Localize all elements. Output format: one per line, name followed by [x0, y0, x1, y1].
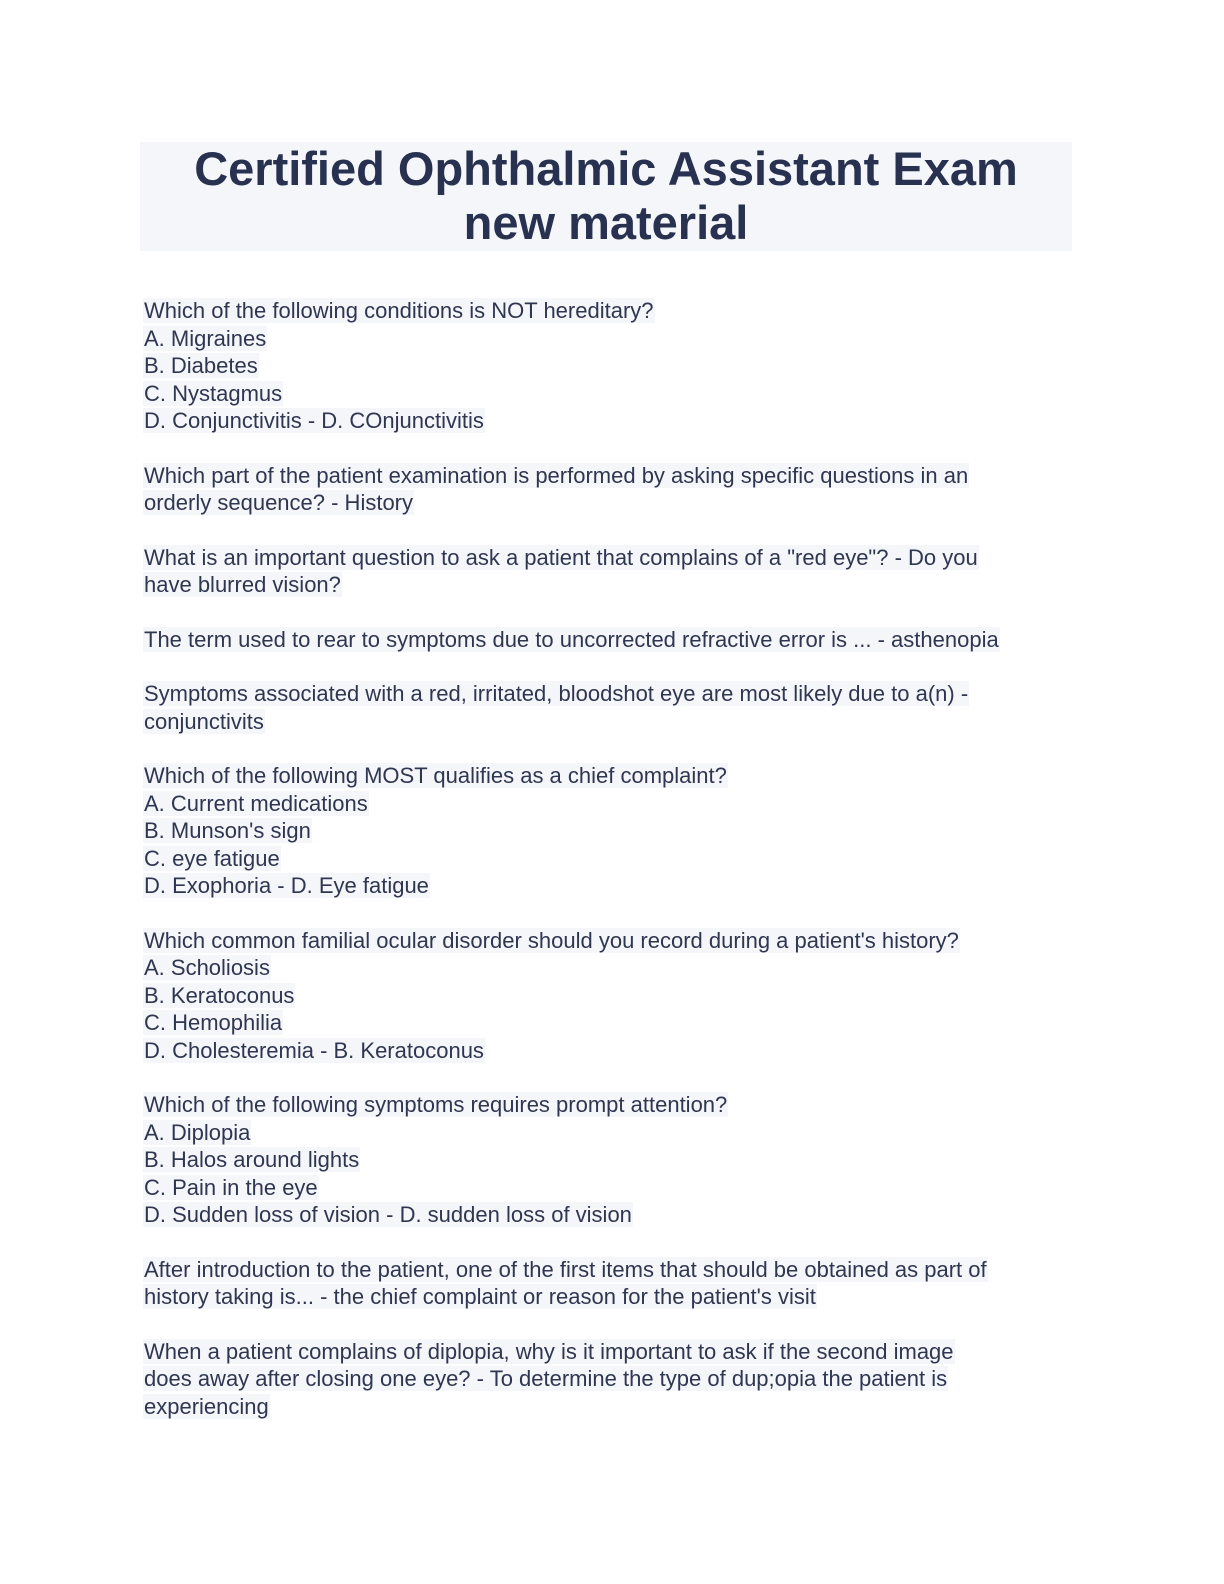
line-text: B. Diabetes: [144, 353, 258, 378]
line-text: Which of the following conditions is NOT hereditary?: [144, 298, 654, 323]
line-text: When a patient complains of diplopia, why is it important to ask if the second image: [144, 1338, 954, 1364]
question-text: [143, 680, 1073, 708]
answer-line: [143, 1201, 1073, 1229]
question-block: [143, 927, 1073, 1065]
line-text: C. eye fatigue: [144, 845, 280, 871]
answer-line: [143, 872, 1073, 900]
answer-line: [143, 1146, 1073, 1174]
question-text: [143, 762, 1073, 790]
question-block: [143, 544, 1073, 599]
line-text: Which part of the patient examination is performed by asking specific questions in an: [144, 462, 969, 488]
line-text: does away after closing one eye? - To determine the type of dup;opia the patient is: [144, 1366, 948, 1391]
line-text: D. Conjunctivitis - D. COnjunctivitis: [144, 408, 484, 433]
answer-line: [143, 845, 1073, 873]
line-text: After introduction to the patient, one of the first items that should be obtained as part of: [144, 1256, 987, 1282]
answer-line: [143, 954, 1073, 982]
answer-line: [143, 1283, 1073, 1311]
line-text: A. Diplopia: [144, 1119, 251, 1145]
answer-line: [143, 1393, 1073, 1421]
question-block: [143, 1256, 1073, 1311]
line-text: A. Scholiosis: [144, 955, 270, 980]
question-text: [143, 1338, 1073, 1366]
question-text: [143, 1256, 1073, 1284]
line-text: D. Sudden loss of vision - D. sudden loss of vision: [144, 1202, 632, 1227]
answer-line: [143, 352, 1073, 380]
question-text: [143, 544, 1073, 572]
line-text: experiencing: [144, 1393, 269, 1419]
line-text: C. Hemophilia: [144, 1010, 283, 1035]
line-text: have blurred vision?: [144, 572, 341, 597]
answer-line: [143, 1365, 1073, 1393]
answer-line: [143, 407, 1073, 435]
question-block: [143, 626, 1073, 654]
answer-line: [143, 790, 1073, 818]
line-text: D. Cholesteremia - B. Keratoconus: [144, 1037, 484, 1063]
line-text: history taking is... - the chief complaint or reason for the patient's visit: [144, 1284, 816, 1309]
title-line-1: Certified Ophthalmic Assistant Exam: [194, 142, 1018, 195]
answer-line: [143, 380, 1073, 408]
line-text: A. Current medications: [144, 790, 368, 816]
answer-line: [143, 489, 1073, 517]
line-text: The term used to rear to symptoms due to uncorrected refractive error is ... - asthenopia: [144, 626, 999, 652]
answer-line: [143, 325, 1073, 353]
question-text: [143, 626, 1073, 654]
line-text: B. Keratoconus: [144, 982, 295, 1008]
line-text: B. Halos around lights: [144, 1147, 360, 1172]
question-block: [143, 462, 1073, 517]
line-text: C. Pain in the eye: [144, 1174, 318, 1200]
question-block: [143, 762, 1073, 900]
question-block: [143, 1091, 1073, 1229]
line-text: conjunctivits: [144, 708, 264, 734]
line-text: Which of the following symptoms requires prompt attention?: [144, 1092, 728, 1117]
line-text: D. Exophoria - D. Eye fatigue: [144, 873, 429, 898]
title-line-2: new material: [463, 196, 749, 249]
document-title: [140, 142, 1072, 251]
line-text: Which of the following MOST qualifies as a chief complaint?: [144, 763, 727, 788]
line-text: B. Munson's sign: [144, 818, 311, 843]
question-block: [143, 680, 1073, 735]
answer-line: [143, 1009, 1073, 1037]
line-text: A. Migraines: [144, 325, 267, 351]
line-text: Symptoms associated with a red, irritated, bloodshot eye are most likely due to a(n) -: [144, 681, 969, 706]
answer-line: [143, 982, 1073, 1010]
line-text: What is an important question to ask a patient that complains of a "red eye"? - Do you: [144, 544, 978, 570]
line-text: orderly sequence? - History: [144, 490, 414, 515]
answer-line: [143, 571, 1073, 599]
answer-line: [143, 1119, 1073, 1147]
question-text: [143, 297, 1073, 325]
question-text: [143, 462, 1073, 490]
question-block: [143, 297, 1073, 435]
question-text: [143, 1091, 1073, 1119]
question-list: [143, 297, 1073, 1447]
answer-line: [143, 708, 1073, 736]
answer-line: [143, 1037, 1073, 1065]
line-text: C. Nystagmus: [144, 380, 283, 406]
line-text: Which common familial ocular disorder should you record during a patient's history?: [144, 927, 959, 953]
question-text: [143, 927, 1073, 955]
answer-line: [143, 1174, 1073, 1202]
answer-line: [143, 817, 1073, 845]
question-block: [143, 1338, 1073, 1421]
